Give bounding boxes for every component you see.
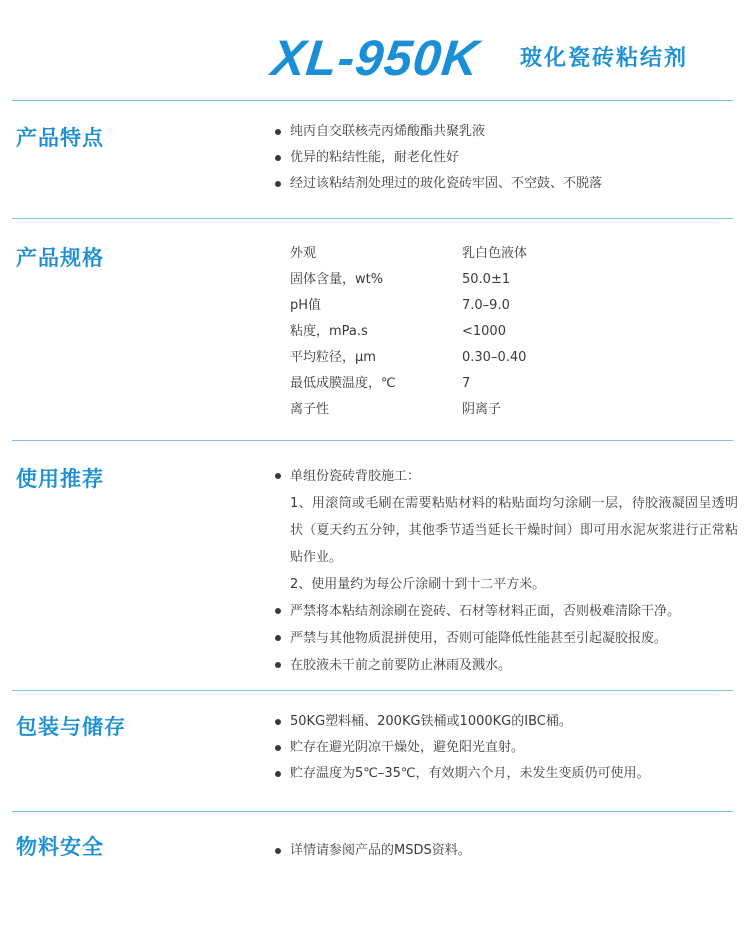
product-name: 玻化瓷砖粘结剂: [520, 46, 689, 71]
bullet-icon: [275, 155, 281, 161]
list-item: 经过该粘结剂处理过的玻化瓷砖牢固、不空鼓、不脱落: [272, 171, 742, 197]
divider: [12, 440, 733, 441]
bullet-icon: [275, 635, 281, 641]
list-item: 严禁将本粘结剂涂刷在瓷砖、石材等材料正面，否则极难清除干净。: [272, 598, 738, 625]
spec-row: [290, 371, 730, 397]
bullet-icon: [275, 745, 281, 751]
spec-value: <1000: [462, 324, 506, 339]
divider: [12, 218, 733, 219]
usage-step: 2、使用量约为每公斤涂刷十到十二平方米。: [290, 577, 546, 592]
section-title-storage: 包装与储存: [16, 715, 126, 739]
spec-value: 50.0±1: [462, 272, 511, 287]
section-title-usage: 使用推荐: [16, 467, 104, 491]
spec-label: 最低成膜温度，℃: [290, 376, 396, 391]
bullet-icon: [275, 662, 281, 668]
list-item: 50KG塑料桶、200KG铁桶或1000KG的IBC桶。: [272, 709, 742, 735]
divider: [12, 690, 733, 691]
list-item: 单组份瓷砖背胶施工：: [272, 463, 738, 490]
spec-row: [290, 293, 730, 319]
spec-row: [290, 241, 730, 267]
spec-value: 阴离子: [462, 402, 502, 417]
bullet-icon: [275, 771, 281, 777]
usage-block: [272, 463, 738, 679]
divider: [12, 100, 733, 101]
spec-row: [290, 345, 730, 371]
spec-row: [290, 319, 730, 345]
bullet-icon: [275, 848, 281, 854]
spec-row: [290, 397, 730, 423]
safety-list: [272, 838, 742, 864]
spec-label: 粘度，mPa.s: [290, 324, 368, 339]
usage-step: 1、用滚筒或毛刷在需要粘贴材料的粘贴面均匀涂刷一层，待胶液凝固呈透明状（夏天约五分钟，其他季节适当延长干燥时间）即可用水泥灰浆进行正常粘贴作业。: [290, 496, 738, 565]
spec-value: 7: [462, 376, 471, 391]
spec-value: 乳白色液体: [462, 246, 528, 261]
spec-label: pH值: [290, 298, 322, 313]
spec-value: 7.0–9.0: [462, 298, 510, 313]
list-item: 贮存温度为5℃–35℃，有效期六个月，未发生变质仍可使用。: [272, 761, 742, 787]
section-title-safety: 物料安全: [16, 835, 104, 859]
list-item: 严禁与其他物质混拼使用，否则可能降低性能甚至引起凝胶报废。: [272, 625, 738, 652]
divider: [12, 811, 733, 812]
list-item: 贮存在避光阴凉干燥处，避免阳光直射。: [272, 735, 742, 761]
features-list: [272, 119, 742, 197]
bullet-icon: [275, 181, 281, 187]
bullet-icon: [275, 473, 281, 479]
list-item: 在胶液未干前之前要防止淋雨及溅水。: [272, 652, 738, 679]
list-item: 优异的粘结性能，耐老化性好: [272, 145, 742, 171]
list-item: 详情请参阅产品的MSDS资料。: [272, 838, 742, 864]
spec-label: 固体含量，wt%: [290, 272, 384, 287]
storage-list: [272, 709, 742, 787]
spec-label: 平均粒径，μm: [290, 350, 376, 365]
spec-label: 外观: [290, 246, 317, 261]
bullet-icon: [275, 129, 281, 135]
header: [0, 0, 750, 110]
spec-value: 0.30–0.40: [462, 350, 527, 365]
section-title-features: 产品特点: [16, 126, 104, 150]
bullet-icon: [275, 608, 281, 614]
product-model: XL-950K: [269, 30, 483, 86]
section-title-specs: 产品规格: [16, 246, 104, 270]
spec-row: [290, 267, 730, 293]
bullet-icon: [275, 719, 281, 725]
spec-label: 离子性: [290, 402, 330, 417]
spec-table: [290, 241, 730, 423]
list-item: 纯丙自交联核壳丙烯酸酯共聚乳液: [272, 119, 742, 145]
